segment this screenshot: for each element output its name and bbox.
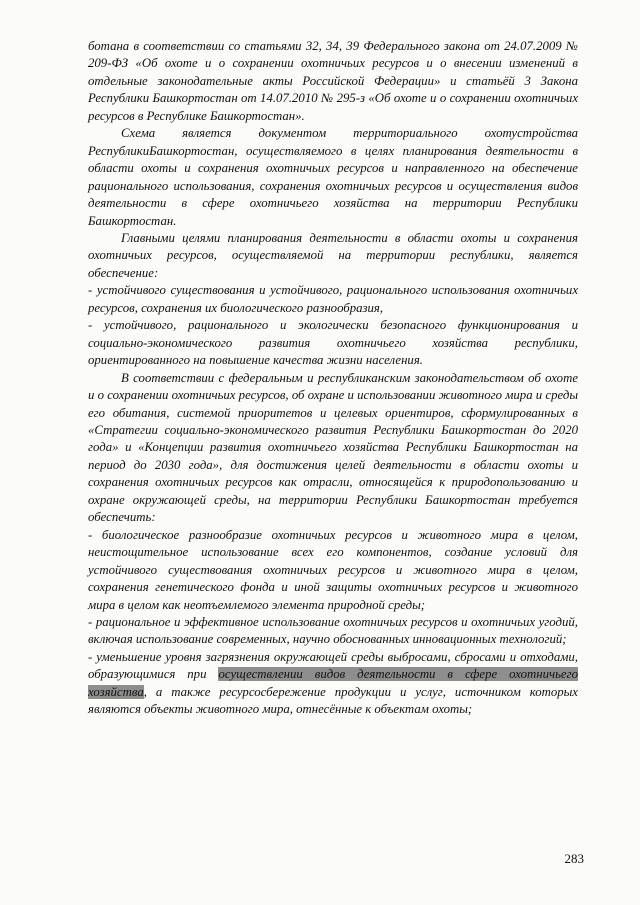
paragraph-3: Главными целями планирования деятельности в области охоты и сохранения охотничьих ресурсов, осуществляемой на территории республики, является обеспечение:	[88, 230, 578, 280]
highlighted-text: осуществлении видов деятельности в сфере охотничьего хозяйства	[88, 667, 578, 699]
paragraph-2: Схема является документом территориального охотустройства РеспубликиБашкортостан, осуществляемого в целях планирования деятельности в области охоты и сохранения охотничьих ресурсов и направленного на обеспечение рационального использования, сохранения охотничьих ресурсов и осуществления видов деятельности в сфере охотничьего хозяйства на территории Республики Башкортостан.	[88, 126, 578, 228]
list-item-5-end: , а также ресурсосбережение продукции и услуг, источником которых являются объекты животного мира, отнесённые к объектам охоты;	[88, 684, 578, 717]
list-item-5	[88, 649, 578, 719]
body-text	[88, 38, 578, 719]
list-item-4: - рациональное и эффективное использование охотничьих ресурсов и охотничьих угодий, включая использование современных, научно обоснованных инновационных технологий;	[88, 614, 578, 647]
page-number: 283	[564, 851, 584, 866]
list-item-3: - биологическое разнообразие охотничьих ресурсов и животного мира в целом, неистощительное использование всех его компонентов, создание условий для устойчивого существования охотничьих ресурсов и животного мира в целом, сохранения генетического фонда и иной защиты охотничьих ресурсов и животного мира в целом как неотъемлемого элемента природной среды;	[88, 527, 578, 612]
paragraph-1: ботана в соответствии со статьями 32, 34, 39 Федерального закона от 24.07.2009 № 209-ФЗ «Об охоте и о сохранении охотничьих ресурсов и о внесении изменений в отдельные законодательные акты Российской Федерации» и статьёй 3 Закона Республики Башкортостан от 14.07.2010 № 295-з «Об охоте и о сохранении охотничьих ресурсов в Республике Башкортостан».	[88, 39, 578, 123]
paragraph-4: В соответствии с федеральным и республиканским законодательством об охоте и о сохранении охотничьих ресурсов, об охране и использовании животного мира и среды его обитания, системой приоритетов и целевых ориентиров, сформулированных в «Стратегии социально-экономического развития Республики Башкортостан до 2020 года» и «Концепции развития охотничьего хозяйства Республики Башкортостан на период до 2030 года», для достижения целей деятельности в области охоты и сохранения охотничьих ресурсов как отрасли, относящейся к природопользованию и охране окружающей среды, на территории Республики Башкортостан требуется обеспечить:	[88, 370, 578, 525]
list-item-5-start: - уменьшение уровня загрязнения окружающей среды выбросами, сбросами и отходами, образующимися при	[88, 649, 578, 682]
list-item-1: - устойчивого существования и устойчивого, рационального использования охотничьих ресурсов, сохранения их биологического разнообразия,	[88, 283, 578, 315]
list-item-2: - устойчивого, рационального и экологически безопасного функционирования и социально-экономического развития охотничьего хозяйства республики, ориентированного на повышение качества жизни населения.	[88, 318, 578, 368]
